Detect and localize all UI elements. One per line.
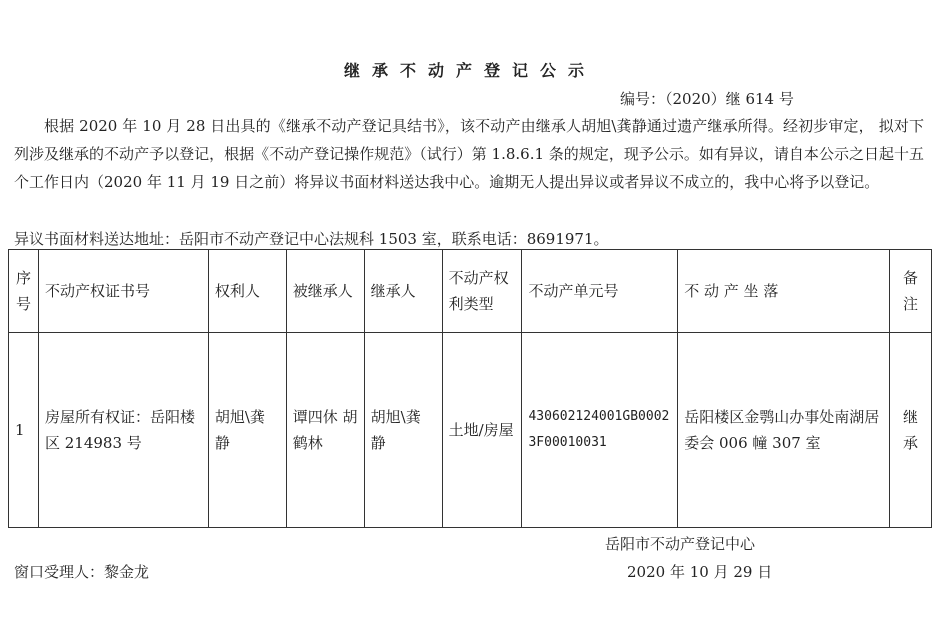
document-number: 编号：（2020）继 614 号 (620, 90, 794, 108)
cell-right-type: 土地/房屋 (442, 333, 522, 528)
header-unit-no: 不动产单元号 (522, 250, 678, 333)
registry-table (8, 249, 932, 528)
header-owner: 权利人 (208, 250, 286, 333)
document-title: 继承不动产登记公示 (343, 61, 596, 80)
cell-location: 岳阳楼区金鹗山办事处南湖居委会 006 幢 307 室 (678, 333, 890, 528)
header-decedent: 被继承人 (286, 250, 364, 333)
header-location: 不 动 产 坐 落 (678, 250, 890, 333)
header-heir: 继承人 (364, 250, 442, 333)
cell-remark: 继承 (889, 333, 931, 528)
cell-unit-no: 430602124001GB00023F00010031 (522, 333, 678, 528)
cell-cert-no: 房屋所有权证：岳阳楼区 214983 号 (38, 333, 208, 528)
cell-seq: 1 (9, 333, 39, 528)
header-seq: 序号 (9, 250, 39, 333)
issuing-organization: 岳阳市不动产登记中心 (605, 535, 756, 553)
table-row (9, 333, 932, 528)
window-clerk: 窗口受理人：黎金龙 (14, 563, 150, 581)
header-right-type: 不动产权利类型 (442, 250, 522, 333)
table-header-row (9, 250, 932, 333)
cell-owner: 胡旭\龚静 (208, 333, 286, 528)
issue-date: 2020 年 10 月 29 日 (627, 563, 773, 581)
objection-address: 异议书面材料送达地址：岳阳市不动产登记中心法规科 1503 室，联系电话：8691971。 (14, 230, 609, 248)
cell-heir: 胡旭\龚静 (364, 333, 442, 528)
header-remark: 备注 (889, 250, 931, 333)
notice-paragraph: 根据 2020 年 10 月 28 日出具的《继承不动产登记具结书》，该不动产由继承人胡旭\龚静通过遗产继承所得。经初步审定， 拟对下列涉及继承的不动产予以登记，根据《不动产登记操作规范》（试行）第 1.8.6.1 条的规定，现予公示。如有异议，请自本公示之日起十五个工作日内（2020 年 11 月 19 日之前）将异议书面材料送达我中心。逾期无人提出异议或者异议不成立的，我中心将予以登记。 (14, 117, 924, 191)
header-cert-no: 不动产权证书号 (38, 250, 208, 333)
cell-decedent: 谭四休 胡鹤林 (286, 333, 364, 528)
notice-body (14, 112, 924, 248)
